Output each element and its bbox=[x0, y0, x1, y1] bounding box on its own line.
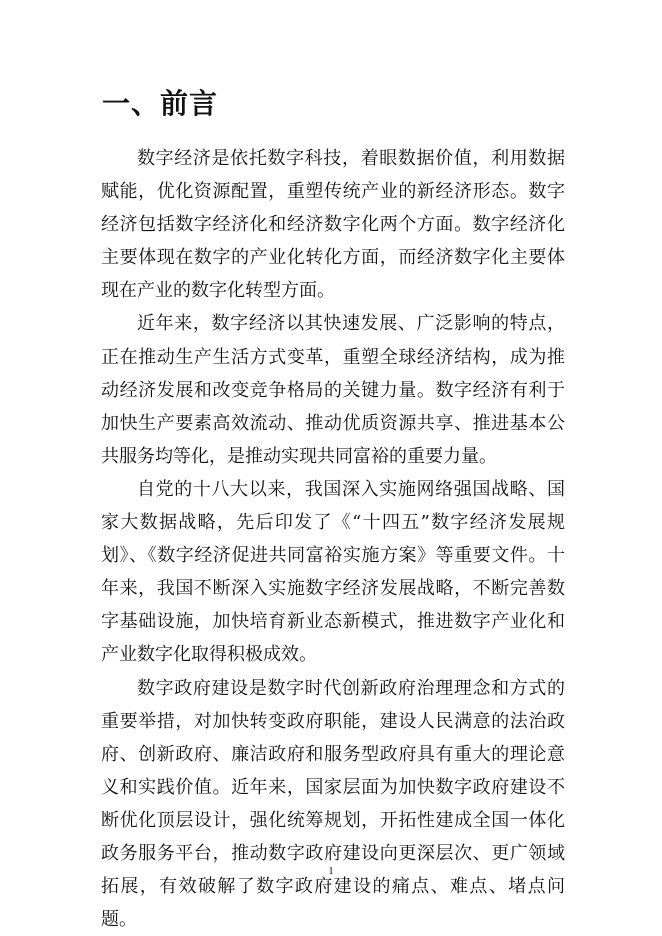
body-text bbox=[101, 142, 565, 936]
page-number: 1 bbox=[328, 865, 334, 877]
paragraph-4: 数字政府建设是数字时代创新政府治理理念和方式的重要举措，对加快转变政府职能，建设人民满意的法治政府、创新政府、廉洁政府和服务型政府具有重大的理论意义和实践价值。近年来，国家层面为加快数字政府建设不断优化顶层设计，强化统筹规划，开拓性建成全国一体化政务服务平台，推动数字政府建设向更深层次、更广领域拓展，有效破解了数字政府建设的痛点、难点、堵点问题。 bbox=[101, 677, 565, 931]
paragraph-3: 自党的十八大以来，我国深入实施网络强国战略、国家大数据战略，先后印发了《“十四五”数字经济发展规划》、《数字经济促进共同富裕实施方案》等重要文件。十年来，我国不断深入实施数字经济发展战略，不断完善数字基础设施，加快培育新业态新模式，推进数字产业化和产业数字化取得积极成效。 bbox=[101, 478, 565, 666]
section-heading: 一、前言 bbox=[102, 87, 219, 120]
paragraph-2: 近年来，数字经济以其快速发展、广泛影响的特点，正在推动生产生活方式变革，重塑全球经济结构，成为推动经济发展和改变竞争格局的关键力量。数字经济有利于加快生产要素高效流动、推动优质资源共享、推进基本公共服务均等化，是推动实现共同富裕的重要力量。 bbox=[101, 313, 565, 467]
paragraph-1: 数字经济是依托数字科技，着眼数据价值，利用数据赋能，优化资源配置，重塑传统产业的新经济形态。数字经济包括数字经济化和经济数字化两个方面。数字经济化主要体现在数字的产业化转化方面，而经济数字化主要体现在产业的数字化转型方面。 bbox=[101, 148, 565, 302]
